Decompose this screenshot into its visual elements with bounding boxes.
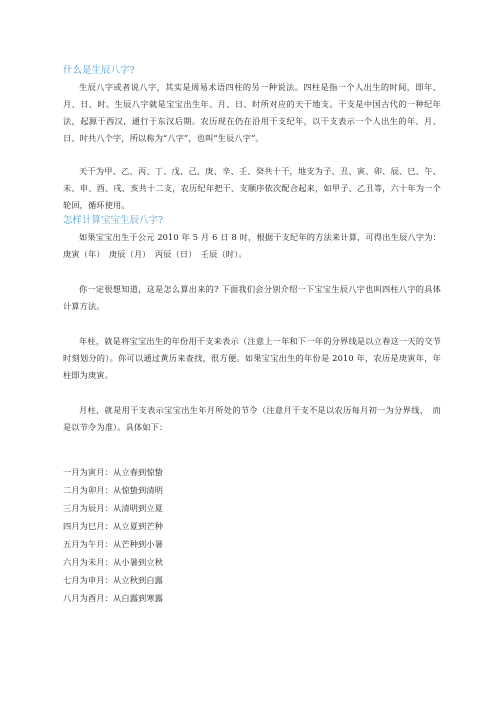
list-item: 六月为未月：从小暑到立秋 xyxy=(63,557,164,567)
list-item: 二月为卯月：从惊蛰到清明 xyxy=(63,485,164,495)
paragraph-stems-branches: 天干为甲、乙、丙、丁、戊、己、庚、辛、壬、癸共十干，地支为子、丑、寅、卯、辰、巳、午、未、申、酉、戌、亥共十二支，农历纪年把干、支顺序依次配合起来，如甲子、乙丑等，六十年为一个轮回，循环使用。 xyxy=(63,166,441,210)
spacer xyxy=(63,147,441,163)
spacer xyxy=(63,263,441,281)
paragraph-year-pillar: 年柱，就是将宝宝出生的年份用干支来表示（注意上一年和下一年的分界线是以立春这一天的交节时刻划分的）。你可以通过黄历来查找，很方便。如果宝宝出生的年份是 2010 年，农历是庚寅年，年柱即为庚寅。 xyxy=(63,336,441,380)
month-list xyxy=(63,463,441,607)
list-item: 三月为辰月：从清明到立夏 xyxy=(63,503,164,513)
list-item: 一月为寅月：从立春到惊蛰 xyxy=(63,467,164,477)
paragraph-example-bazi: 如果宝宝出生于公元 2010 年 5 月 6 日 8 时，根据干支纪年的方法来计算，可得出生辰八字为：庚寅（年） 庚辰（月） 丙辰（日） 壬辰（时）。 xyxy=(63,232,441,259)
list-item: 八月为酉月：从白露到寒露 xyxy=(63,593,164,603)
list-item: 五月为午月：从芒种到小暑 xyxy=(63,539,164,549)
section-heading-how-to-calculate: 怎样计算宝宝生辰八字? xyxy=(63,215,164,226)
paragraph-method-intro: 你一定很想知道，这是怎么算出来的? 下面我们会分别介绍一下宝宝生辰八字也叫四柱八字的具体计算方法。 xyxy=(63,284,441,311)
document-page xyxy=(63,64,441,607)
section-heading-what-is-bazi: 什么是生辰八字? xyxy=(63,65,135,76)
list-item: 七月为申月：从立秋到白露 xyxy=(63,575,164,585)
list-item: 四月为巳月：从立夏到芒种 xyxy=(63,521,164,531)
spacer xyxy=(63,436,441,463)
paragraph-month-pillar: 月柱，就是用干支表示宝宝出生年月所处的节令（注意月干支不是以农历每月初一为分界线， 而是以节令为准）。具体如下： xyxy=(63,405,441,432)
spacer xyxy=(63,384,441,402)
paragraph-bazi-definition: 生辰八字或者说八字，其实是周易术语四柱的另一种说法。四柱是指一个人出生的时间，即年、月、日、时。生辰八字就是宝宝出生年、月、日、时所对应的天干地支。干支是中国古代的一种纪年法，起源于西汉，通行于东汉后期。农历现在仍在沿用干支纪年，以干支表示一个人出生的年、月、日、时共八个字，所以称为“八字”，也叫“生辰八字”。 xyxy=(63,82,441,143)
spacer xyxy=(63,315,441,333)
